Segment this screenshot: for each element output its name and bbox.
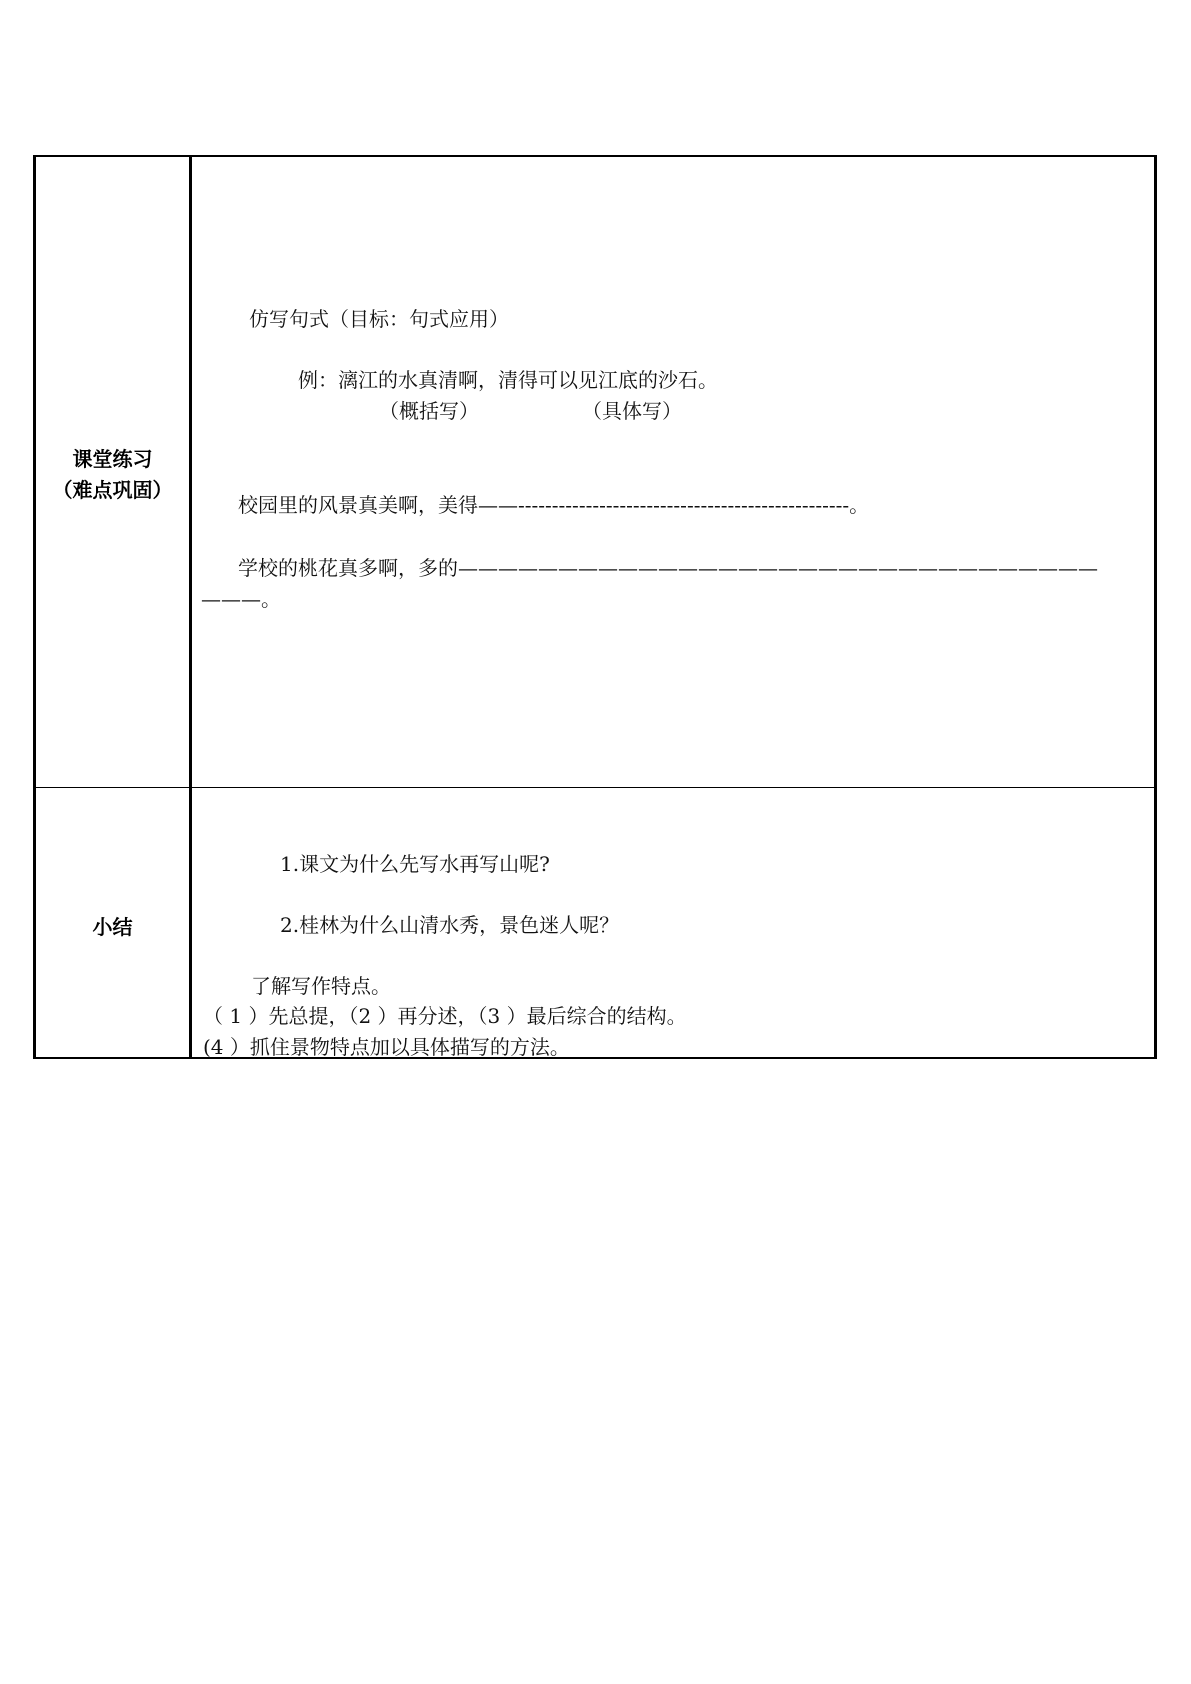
note-general: （概括写） xyxy=(379,399,479,423)
summary-point-2: (4 ）抓住景物特点加以具体描写的方法。 xyxy=(203,1035,570,1059)
exercise-2-line2: ———。 xyxy=(201,587,281,611)
task-title: 仿写句式（目标：句式应用） xyxy=(249,307,509,331)
exercise-2-line1: 学校的桃花真多啊，多的———————————————————————————————— xyxy=(238,556,1098,580)
summary-label: 小结 xyxy=(92,915,133,939)
practice-label-line1: 课堂练习 xyxy=(72,447,153,471)
summary-point-intro: 了解写作特点。 xyxy=(251,974,391,998)
column-divider xyxy=(189,157,192,1057)
summary-point-1: （ 1 ）先总提，（2 ）再分述，（3 ）最后综合的结构。 xyxy=(203,1004,687,1028)
summary-question-2: 2.桂林为什么山清水秀，景色迷人呢？ xyxy=(280,913,620,937)
practice-label xyxy=(36,444,189,506)
row-divider xyxy=(36,787,1154,788)
example-sentence: 例：漓江的水真清啊，清得可以见江底的沙石。 xyxy=(298,368,718,392)
lesson-table xyxy=(33,155,1157,1059)
note-specific: （具体写） xyxy=(582,399,682,423)
exercise-1: 校园里的风景真美啊，美得——-------------------------------------------------。 xyxy=(238,493,870,517)
practice-label-line2: （难点巩固） xyxy=(52,478,173,502)
summary-question-1: 1.课文为什么先写水再写山呢? xyxy=(280,852,550,876)
